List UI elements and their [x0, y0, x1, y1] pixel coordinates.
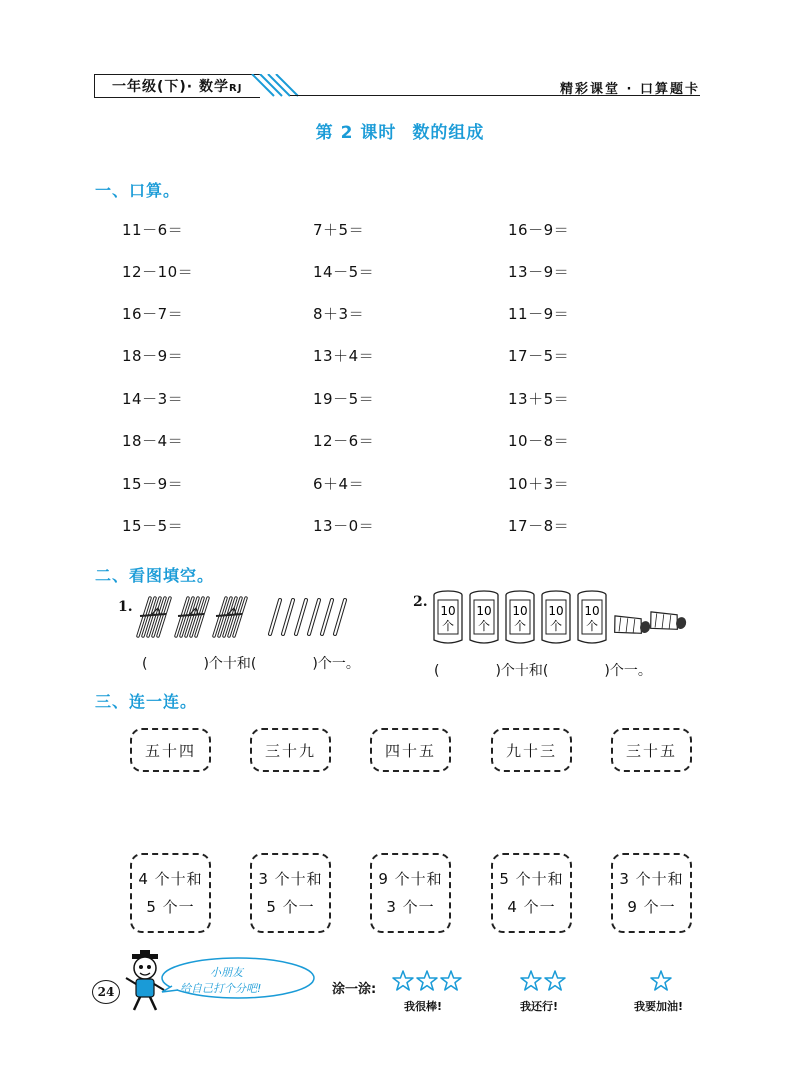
arithmetic-problem: 7＋5＝ — [313, 221, 365, 239]
arithmetic-problem: 11－6＝ — [122, 221, 184, 239]
arithmetic-problem: 13－9＝ — [508, 263, 570, 281]
arithmetic-problem: 16－7＝ — [122, 305, 184, 323]
grade-subject: 一年级(下)· 数学 — [112, 79, 229, 95]
bubble-line-1: 小朋友 — [210, 966, 243, 979]
composition-line2: 9 个一 — [627, 898, 676, 916]
cup-label-unit: 个 — [441, 619, 455, 633]
composition-card[interactable] — [250, 853, 331, 933]
lesson-number: 第 2 课时 — [315, 123, 397, 143]
composition-card[interactable] — [370, 853, 451, 933]
rating-star-icon[interactable] — [544, 970, 566, 992]
composition-line1: 3 个十和 — [258, 870, 323, 888]
question-1-blank: ( )个十和( )个一。 — [142, 656, 360, 672]
arithmetic-problem: 18－4＝ — [122, 432, 184, 450]
arithmetic-problem: 13＋4＝ — [313, 347, 375, 365]
number-word-card[interactable] — [370, 728, 451, 772]
number-word-card[interactable] — [130, 728, 211, 772]
question-2-blank: ( )个十和( )个一。 — [434, 663, 652, 679]
question-1-number: 1. — [118, 599, 133, 615]
single-stick-icon — [322, 600, 332, 634]
arithmetic-problem: 19－5＝ — [313, 390, 375, 408]
arithmetic-problem: 13－0＝ — [313, 517, 375, 535]
section-1-title: 一、口算。 — [95, 181, 181, 200]
rating-star-icon[interactable] — [520, 970, 542, 992]
single-stick-icon — [270, 600, 280, 634]
edition-tag: RJ — [229, 83, 243, 94]
rating-star-icon[interactable] — [416, 970, 438, 992]
composition-line2: 5 个一 — [266, 898, 315, 916]
header-left-title — [112, 76, 242, 96]
composition-line1: 3 个十和 — [619, 870, 684, 888]
number-word-label: 五十四 — [144, 741, 196, 760]
bundle-of-ten-icon — [214, 598, 246, 636]
arithmetic-problem: 17－5＝ — [508, 347, 570, 365]
arithmetic-problem: 14－3＝ — [122, 390, 184, 408]
cup-label-number: 10 — [548, 604, 564, 618]
shuttlecocks-picture — [612, 604, 692, 644]
arithmetic-problem: 14－5＝ — [313, 263, 375, 281]
cup-label-number: 10 — [476, 604, 492, 618]
arithmetic-problem: 11－9＝ — [508, 305, 570, 323]
lesson-title — [0, 118, 800, 143]
page-number: 24 — [92, 980, 120, 1004]
single-stick-icon — [309, 600, 319, 634]
arithmetic-problem: 16－9＝ — [508, 221, 570, 239]
question-2-number: 2. — [413, 594, 428, 610]
bubble-line-2: 给自己打个分吧! — [180, 982, 262, 995]
single-stick-icon — [296, 600, 306, 634]
arithmetic-problem: 13＋5＝ — [508, 390, 570, 408]
cup-label-unit: 个 — [549, 619, 563, 633]
lesson-name: 数的组成 — [412, 123, 485, 143]
composition-line1: 5 个十和 — [499, 870, 564, 888]
rating-star-icon[interactable] — [650, 970, 672, 992]
cup-label-unit: 个 — [477, 619, 491, 633]
number-word-label: 三十九 — [264, 741, 316, 760]
composition-line1: 4 个十和 — [138, 870, 203, 888]
cup-of-ten-icon — [504, 590, 536, 646]
rating-label-great: 我很棒! — [404, 1000, 443, 1013]
composition-card[interactable] — [130, 853, 211, 933]
mascot-icon — [126, 950, 164, 1010]
arithmetic-problem: 15－5＝ — [122, 517, 184, 535]
arithmetic-problem: 8＋3＝ — [313, 305, 365, 323]
number-word-card[interactable] — [611, 728, 692, 772]
section-3-title: 三、连一连。 — [95, 692, 198, 711]
arithmetic-problem: 15－9＝ — [122, 475, 184, 493]
composition-line2: 5 个一 — [146, 898, 195, 916]
cup-label-number: 10 — [440, 604, 456, 618]
cup-of-ten-icon — [540, 590, 572, 646]
cup-label-number: 10 — [512, 604, 528, 618]
single-stick-icon — [335, 600, 345, 634]
header-right-title: 精彩课堂 · 口算题卡 — [560, 82, 700, 97]
cup-label-unit: 个 — [585, 619, 599, 633]
number-word-label: 九十三 — [505, 741, 557, 760]
rating-star-icon[interactable] — [392, 970, 414, 992]
cup-of-ten-icon — [576, 590, 608, 646]
rating-label-try-harder: 我要加油! — [634, 1000, 684, 1013]
cup-of-ten-icon — [468, 590, 500, 646]
cup-label-unit: 个 — [513, 619, 527, 633]
number-word-label: 三十五 — [625, 741, 677, 760]
bundle-of-ten-icon — [138, 598, 170, 636]
rating-label-okay: 我还行! — [520, 1000, 559, 1013]
bundle-of-ten-icon — [176, 598, 208, 636]
rating-star-icon[interactable] — [440, 970, 462, 992]
arithmetic-problem: 10－8＝ — [508, 432, 570, 450]
composition-card[interactable] — [611, 853, 692, 933]
cup-of-ten-icon — [432, 590, 464, 646]
section-2-title: 二、看图填空。 — [95, 566, 215, 585]
cup-label-number: 10 — [584, 604, 600, 618]
number-word-label: 四十五 — [384, 741, 436, 760]
number-word-card[interactable] — [250, 728, 331, 772]
composition-line2: 4 个一 — [507, 898, 556, 916]
arithmetic-problem: 6＋4＝ — [313, 475, 365, 493]
composition-line1: 9 个十和 — [378, 870, 443, 888]
composition-line2: 3 个一 — [386, 898, 435, 916]
bundles-of-sticks-picture — [132, 594, 362, 642]
arithmetic-problem: 17－8＝ — [508, 517, 570, 535]
composition-card[interactable] — [491, 853, 572, 933]
single-stick-icon — [283, 600, 293, 634]
arithmetic-problem: 12－10＝ — [122, 263, 194, 281]
number-word-card[interactable] — [491, 728, 572, 772]
arithmetic-problem: 10＋3＝ — [508, 475, 570, 493]
rating-prompt: 涂一涂: — [332, 982, 377, 997]
arithmetic-problem: 18－9＝ — [122, 347, 184, 365]
arithmetic-problem: 12－6＝ — [313, 432, 375, 450]
